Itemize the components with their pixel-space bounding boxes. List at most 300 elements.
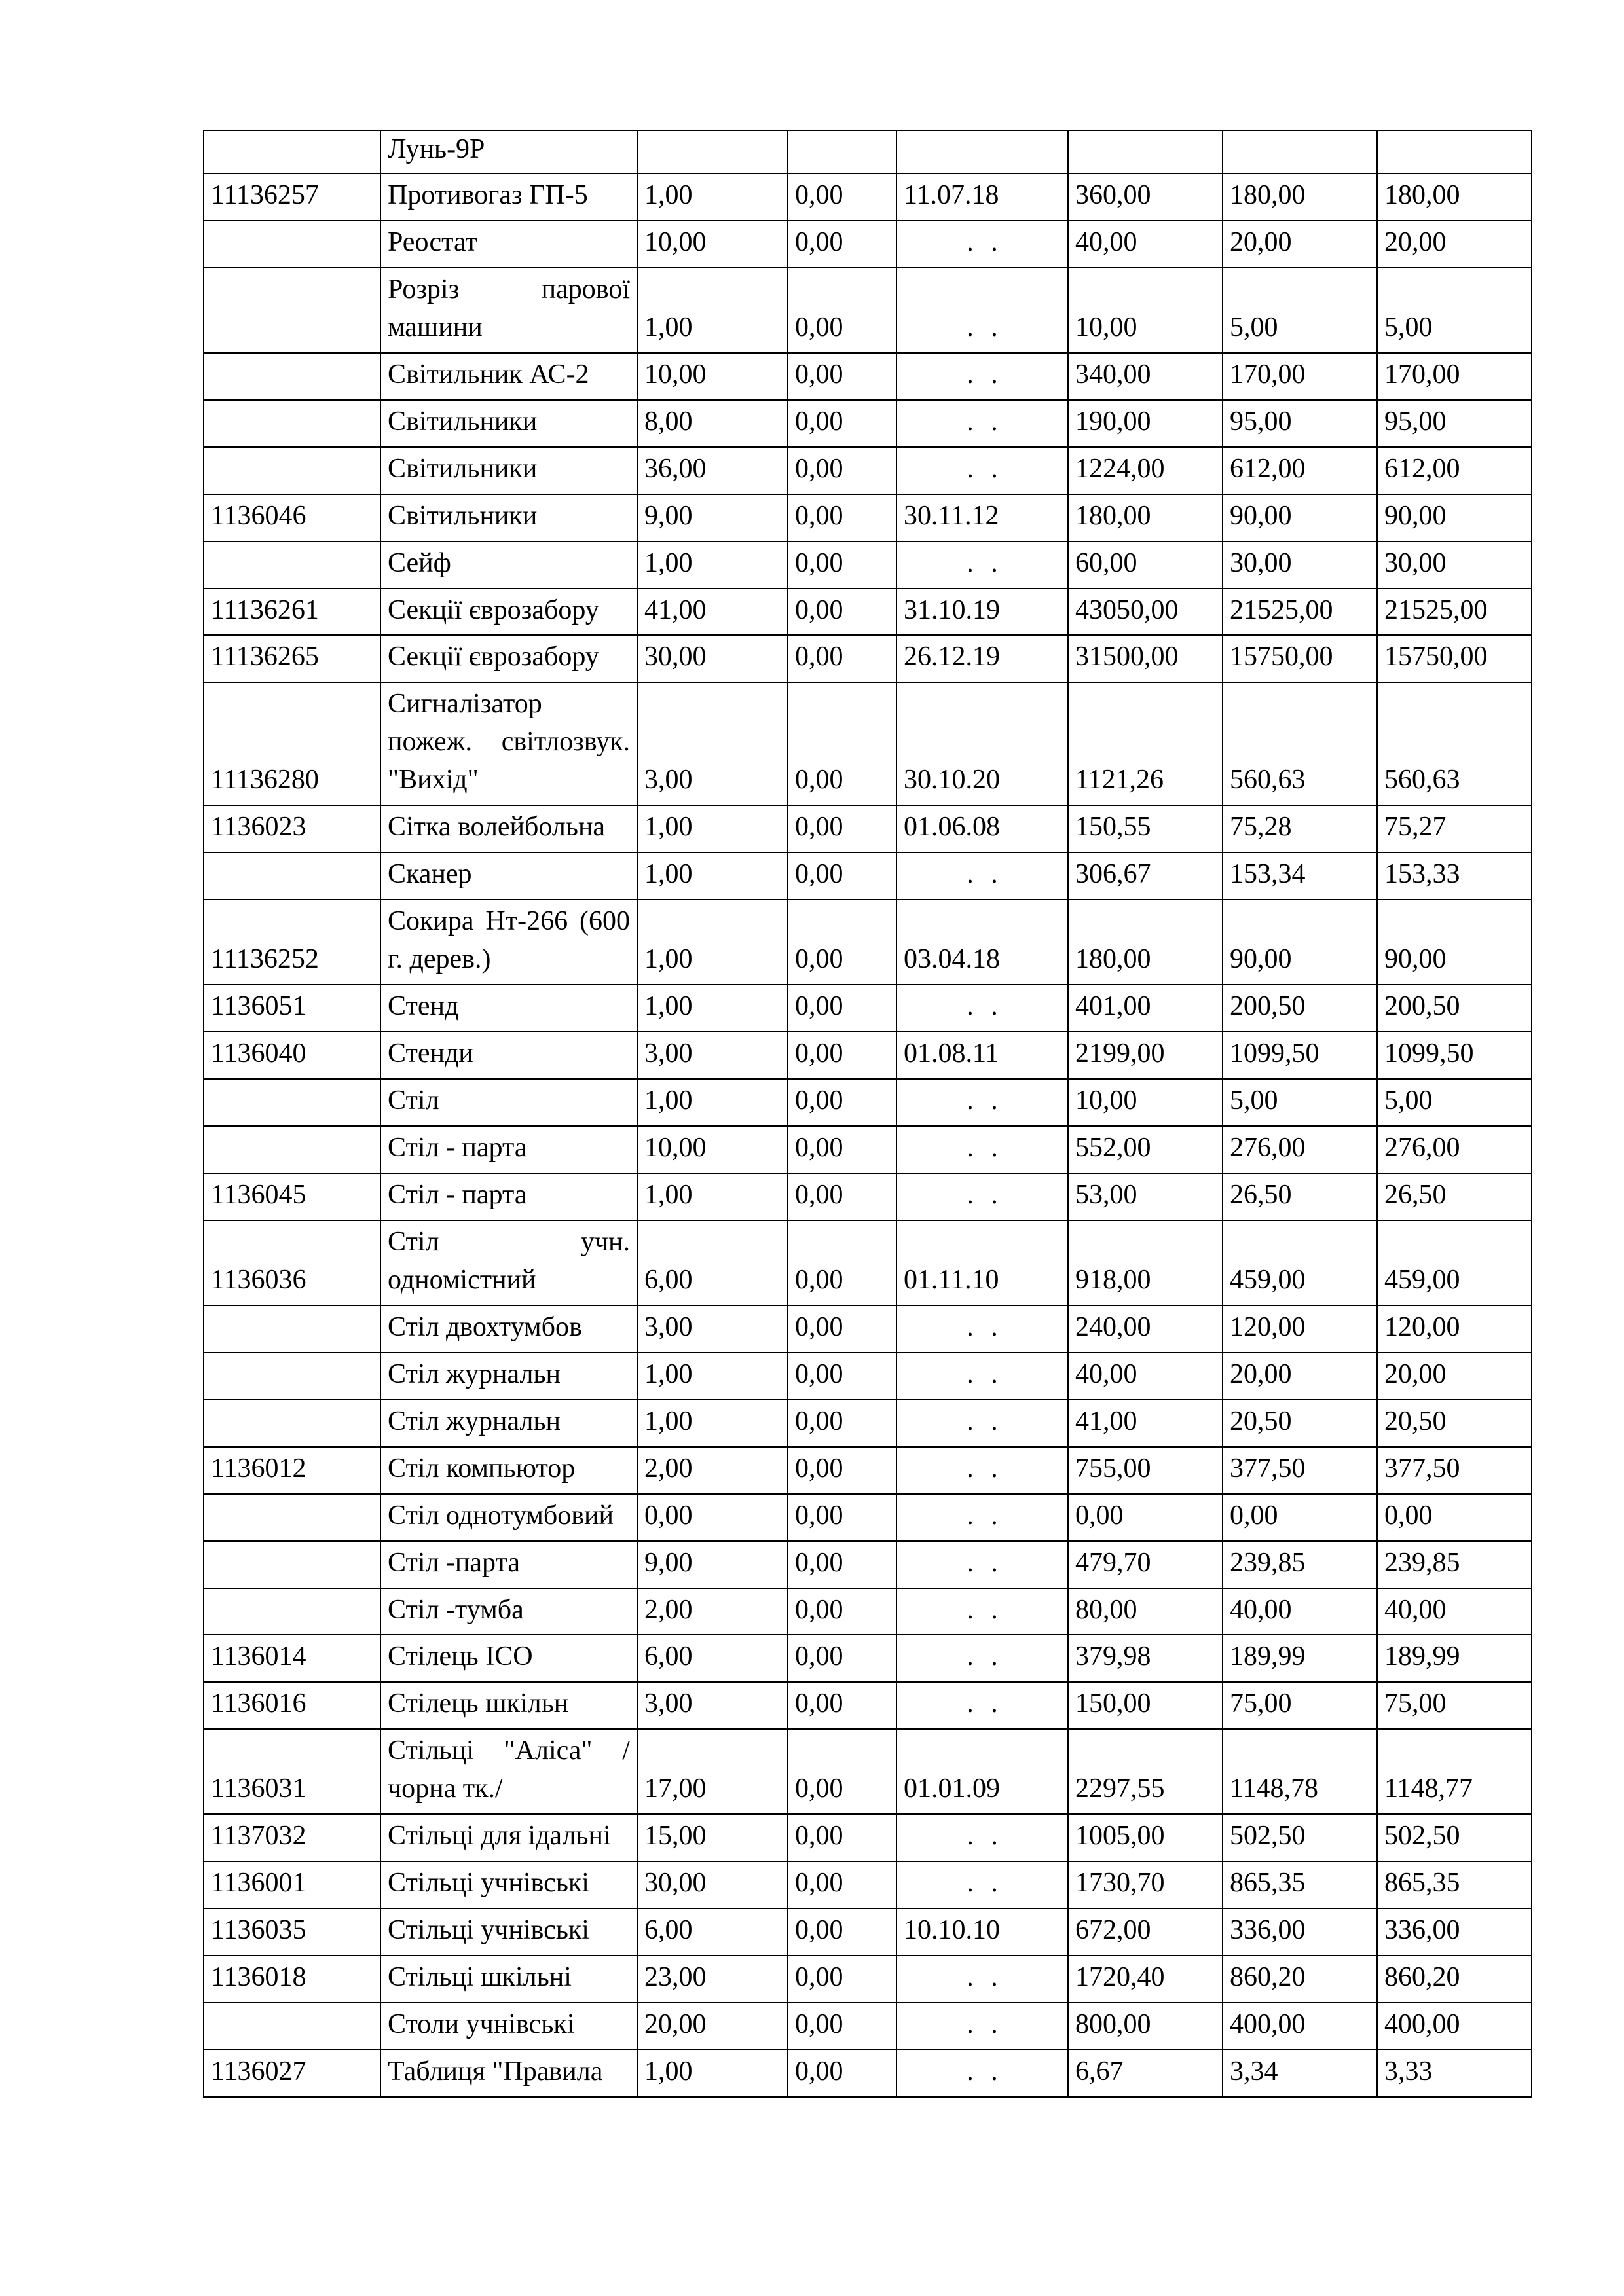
cell-acquisition-date: . . [896, 1956, 1068, 2003]
cell-wear-amount: 0,00 [788, 1305, 896, 1353]
cell-inventory-number: 1136031 [204, 1729, 380, 1814]
cell-total-value: 10,00 [1068, 268, 1223, 353]
cell-item-name: Секції єврозабору [380, 635, 637, 682]
cell-inventory-number [204, 541, 380, 589]
cell-total-value: 1720,40 [1068, 1956, 1223, 2003]
table-row [204, 852, 1532, 900]
cell-wear-amount: 0,00 [788, 541, 896, 589]
cell-inventory-number: 1136051 [204, 985, 380, 1032]
cell-residual-value-a: 239,85 [1223, 1541, 1377, 1588]
cell-quantity: 1,00 [637, 173, 788, 221]
cell-item-name: Столи учнівські [380, 2003, 637, 2050]
cell-inventory-number: 1136036 [204, 1220, 380, 1305]
cell-inventory-number [204, 130, 380, 173]
cell-item-name: Стільці "Аліса" / чорна тк./ [380, 1729, 637, 1814]
cell-residual-value-a: 336,00 [1223, 1908, 1377, 1956]
cell-acquisition-date: . . [896, 1861, 1068, 1908]
cell-residual-value-a: 20,50 [1223, 1400, 1377, 1447]
table-row [204, 1032, 1532, 1079]
cell-wear-amount: 0,00 [788, 682, 896, 805]
cell-wear-amount: 0,00 [788, 1220, 896, 1305]
table-row [204, 2003, 1532, 2050]
cell-residual-value-b: 120,00 [1377, 1305, 1532, 1353]
cell-item-name: Стільці шкільні [380, 1956, 637, 2003]
cell-item-name: Стенд [380, 985, 637, 1032]
cell-acquisition-date: . . [896, 852, 1068, 900]
cell-residual-value-a: 90,00 [1223, 900, 1377, 985]
table-row [204, 1447, 1532, 1494]
cell-acquisition-date [896, 130, 1068, 173]
cell-quantity: 1,00 [637, 805, 788, 852]
cell-residual-value-b: 377,50 [1377, 1447, 1532, 1494]
cell-residual-value-b: 20,00 [1377, 1353, 1532, 1400]
cell-quantity: 41,00 [637, 589, 788, 636]
cell-wear-amount: 0,00 [788, 173, 896, 221]
cell-quantity: 1,00 [637, 852, 788, 900]
cell-quantity: 6,00 [637, 1908, 788, 1956]
table-row [204, 1729, 1532, 1814]
cell-quantity: 1,00 [637, 985, 788, 1032]
cell-residual-value-b: 20,50 [1377, 1400, 1532, 1447]
cell-total-value: 0,00 [1068, 1494, 1223, 1541]
cell-total-value: 1730,70 [1068, 1861, 1223, 1908]
cell-total-value: 40,00 [1068, 1353, 1223, 1400]
cell-quantity: 10,00 [637, 221, 788, 268]
cell-total-value: 10,00 [1068, 1079, 1223, 1126]
cell-item-name: Стіл двохтумбов [380, 1305, 637, 1353]
cell-quantity: 23,00 [637, 1956, 788, 2003]
cell-quantity: 8,00 [637, 400, 788, 447]
cell-inventory-number: 11136280 [204, 682, 380, 805]
cell-acquisition-date: . . [896, 447, 1068, 494]
cell-inventory-number: 1136018 [204, 1956, 380, 2003]
cell-item-name: Світильники [380, 494, 637, 541]
cell-residual-value-b: 400,00 [1377, 2003, 1532, 2050]
cell-acquisition-date: 01.08.11 [896, 1032, 1068, 1079]
cell-residual-value-a: 612,00 [1223, 447, 1377, 494]
cell-residual-value-b: 3,33 [1377, 2050, 1532, 2097]
cell-total-value: 360,00 [1068, 173, 1223, 221]
cell-item-name: Стіл журнальн [380, 1400, 637, 1447]
cell-residual-value-b: 239,85 [1377, 1541, 1532, 1588]
cell-residual-value-a: 276,00 [1223, 1126, 1377, 1173]
cell-residual-value-a: 189,99 [1223, 1635, 1377, 1682]
cell-quantity: 3,00 [637, 1305, 788, 1353]
cell-acquisition-date: 01.01.09 [896, 1729, 1068, 1814]
cell-acquisition-date: 11.07.18 [896, 173, 1068, 221]
cell-acquisition-date: . . [896, 1447, 1068, 1494]
cell-total-value: 800,00 [1068, 2003, 1223, 2050]
cell-inventory-number: 11136261 [204, 589, 380, 636]
cell-wear-amount: 0,00 [788, 805, 896, 852]
cell-residual-value-b: 15750,00 [1377, 635, 1532, 682]
cell-quantity: 1,00 [637, 1079, 788, 1126]
cell-wear-amount: 0,00 [788, 400, 896, 447]
cell-residual-value-a: 170,00 [1223, 353, 1377, 400]
cell-residual-value-b: 90,00 [1377, 900, 1532, 985]
inventory-table [203, 130, 1532, 2098]
cell-residual-value-b: 865,35 [1377, 1861, 1532, 1908]
cell-acquisition-date: . . [896, 1173, 1068, 1220]
cell-residual-value-a: 153,34 [1223, 852, 1377, 900]
cell-inventory-number [204, 1588, 380, 1635]
cell-total-value: 1005,00 [1068, 1814, 1223, 1861]
cell-inventory-number [204, 1541, 380, 1588]
cell-acquisition-date: . . [896, 1635, 1068, 1682]
cell-acquisition-date: . . [896, 268, 1068, 353]
cell-inventory-number [204, 852, 380, 900]
cell-wear-amount: 0,00 [788, 1079, 896, 1126]
cell-quantity: 1,00 [637, 900, 788, 985]
cell-item-name: Стілець ІСО [380, 1635, 637, 1682]
cell-residual-value-a: 75,00 [1223, 1682, 1377, 1729]
cell-residual-value-a: 40,00 [1223, 1588, 1377, 1635]
cell-residual-value-a: 20,00 [1223, 221, 1377, 268]
table-row [204, 2050, 1532, 2097]
cell-quantity: 15,00 [637, 1814, 788, 1861]
cell-wear-amount: 0,00 [788, 494, 896, 541]
cell-inventory-number [204, 400, 380, 447]
cell-residual-value-b: 153,33 [1377, 852, 1532, 900]
cell-inventory-number [204, 1305, 380, 1353]
cell-residual-value-b: 336,00 [1377, 1908, 1532, 1956]
cell-item-name: Стіл [380, 1079, 637, 1126]
cell-residual-value-a: 75,28 [1223, 805, 1377, 852]
cell-inventory-number: 1136045 [204, 1173, 380, 1220]
cell-quantity: 6,00 [637, 1220, 788, 1305]
cell-acquisition-date: 03.04.18 [896, 900, 1068, 985]
cell-inventory-number: 1136040 [204, 1032, 380, 1079]
cell-residual-value-b [1377, 130, 1532, 173]
cell-residual-value-a: 865,35 [1223, 1861, 1377, 1908]
cell-inventory-number: 1136016 [204, 1682, 380, 1729]
cell-residual-value-a: 200,50 [1223, 985, 1377, 1032]
cell-item-name: Лунь-9Р [380, 130, 637, 173]
cell-acquisition-date: . . [896, 1353, 1068, 1400]
cell-acquisition-date: . . [896, 2050, 1068, 2097]
cell-residual-value-b: 860,20 [1377, 1956, 1532, 2003]
cell-quantity: 10,00 [637, 353, 788, 400]
table-row [204, 1956, 1532, 2003]
cell-item-name: Стільці учнівські [380, 1861, 637, 1908]
cell-residual-value-b: 95,00 [1377, 400, 1532, 447]
cell-wear-amount: 0,00 [788, 1173, 896, 1220]
cell-total-value [1068, 130, 1223, 173]
inventory-table-body [204, 130, 1532, 2097]
cell-inventory-number [204, 1494, 380, 1541]
cell-wear-amount: 0,00 [788, 589, 896, 636]
cell-item-name: Сигналізатор пожеж. світлозвук. "Вихід" [380, 682, 637, 805]
table-row [204, 1400, 1532, 1447]
cell-residual-value-b: 560,63 [1377, 682, 1532, 805]
cell-quantity: 1,00 [637, 1173, 788, 1220]
table-row [204, 635, 1532, 682]
cell-wear-amount: 0,00 [788, 1541, 896, 1588]
cell-residual-value-b: 5,00 [1377, 268, 1532, 353]
cell-total-value: 150,55 [1068, 805, 1223, 852]
cell-inventory-number: 1136001 [204, 1861, 380, 1908]
cell-total-value: 1224,00 [1068, 447, 1223, 494]
cell-residual-value-b: 502,50 [1377, 1814, 1532, 1861]
cell-wear-amount: 0,00 [788, 1032, 896, 1079]
cell-residual-value-b: 21525,00 [1377, 589, 1532, 636]
cell-acquisition-date: . . [896, 1814, 1068, 1861]
cell-quantity: 30,00 [637, 635, 788, 682]
cell-item-name: Стіл - парта [380, 1126, 637, 1173]
cell-total-value: 918,00 [1068, 1220, 1223, 1305]
table-row [204, 173, 1532, 221]
cell-residual-value-a: 5,00 [1223, 268, 1377, 353]
cell-item-name: Світильник АС-2 [380, 353, 637, 400]
table-row [204, 1353, 1532, 1400]
cell-item-name: Світильники [380, 447, 637, 494]
cell-residual-value-b: 459,00 [1377, 1220, 1532, 1305]
cell-acquisition-date: . . [896, 985, 1068, 1032]
table-row [204, 1494, 1532, 1541]
table-row [204, 1861, 1532, 1908]
cell-residual-value-b: 75,00 [1377, 1682, 1532, 1729]
cell-acquisition-date: 30.10.20 [896, 682, 1068, 805]
cell-residual-value-b: 180,00 [1377, 173, 1532, 221]
cell-total-value: 6,67 [1068, 2050, 1223, 2097]
table-row [204, 221, 1532, 268]
cell-inventory-number: 1136046 [204, 494, 380, 541]
cell-residual-value-a: 3,34 [1223, 2050, 1377, 2097]
cell-residual-value-a: 0,00 [1223, 1494, 1377, 1541]
cell-item-name: Розріз парової машини [380, 268, 637, 353]
cell-acquisition-date: . . [896, 221, 1068, 268]
cell-quantity: 1,00 [637, 268, 788, 353]
cell-wear-amount [788, 130, 896, 173]
cell-acquisition-date: . . [896, 1541, 1068, 1588]
cell-quantity: 2,00 [637, 1588, 788, 1635]
cell-acquisition-date: . . [896, 1682, 1068, 1729]
cell-wear-amount: 0,00 [788, 985, 896, 1032]
cell-quantity: 0,00 [637, 1494, 788, 1541]
cell-residual-value-a: 21525,00 [1223, 589, 1377, 636]
cell-total-value: 60,00 [1068, 541, 1223, 589]
cell-inventory-number: 11136257 [204, 173, 380, 221]
cell-acquisition-date: . . [896, 2003, 1068, 2050]
cell-wear-amount: 0,00 [788, 447, 896, 494]
cell-residual-value-a: 15750,00 [1223, 635, 1377, 682]
cell-wear-amount: 0,00 [788, 1956, 896, 2003]
cell-total-value: 479,70 [1068, 1541, 1223, 1588]
table-row [204, 1588, 1532, 1635]
cell-residual-value-b: 26,50 [1377, 1173, 1532, 1220]
cell-total-value: 379,98 [1068, 1635, 1223, 1682]
cell-item-name: Стіл журнальн [380, 1353, 637, 1400]
cell-residual-value-b: 170,00 [1377, 353, 1532, 400]
cell-quantity: 9,00 [637, 1541, 788, 1588]
cell-inventory-number: 1136023 [204, 805, 380, 852]
cell-wear-amount: 0,00 [788, 2003, 896, 2050]
table-row [204, 589, 1532, 636]
cell-quantity: 36,00 [637, 447, 788, 494]
cell-wear-amount: 0,00 [788, 1814, 896, 1861]
cell-inventory-number [204, 1079, 380, 1126]
cell-item-name: Стільці для ідальні [380, 1814, 637, 1861]
cell-acquisition-date: . . [896, 541, 1068, 589]
cell-residual-value-a: 459,00 [1223, 1220, 1377, 1305]
cell-residual-value-a: 95,00 [1223, 400, 1377, 447]
cell-residual-value-a: 1099,50 [1223, 1032, 1377, 1079]
cell-quantity: 1,00 [637, 541, 788, 589]
cell-residual-value-a: 5,00 [1223, 1079, 1377, 1126]
table-row [204, 1635, 1532, 1682]
table-row [204, 1908, 1532, 1956]
table-row [204, 682, 1532, 805]
cell-residual-value-b: 90,00 [1377, 494, 1532, 541]
cell-residual-value-b: 0,00 [1377, 1494, 1532, 1541]
cell-inventory-number [204, 447, 380, 494]
cell-residual-value-a: 400,00 [1223, 2003, 1377, 2050]
cell-wear-amount: 0,00 [788, 1729, 896, 1814]
cell-quantity: 2,00 [637, 1447, 788, 1494]
cell-residual-value-a: 120,00 [1223, 1305, 1377, 1353]
cell-residual-value-b: 20,00 [1377, 221, 1532, 268]
cell-residual-value-b: 40,00 [1377, 1588, 1532, 1635]
cell-residual-value-b: 30,00 [1377, 541, 1532, 589]
cell-wear-amount: 0,00 [788, 1908, 896, 1956]
cell-wear-amount: 0,00 [788, 1494, 896, 1541]
cell-wear-amount: 0,00 [788, 1353, 896, 1400]
cell-quantity: 9,00 [637, 494, 788, 541]
table-row [204, 353, 1532, 400]
cell-wear-amount: 0,00 [788, 2050, 896, 2097]
cell-acquisition-date: 01.11.10 [896, 1220, 1068, 1305]
cell-inventory-number: 11136265 [204, 635, 380, 682]
cell-acquisition-date: 26.12.19 [896, 635, 1068, 682]
table-row [204, 494, 1532, 541]
cell-inventory-number [204, 353, 380, 400]
cell-quantity: 1,00 [637, 1400, 788, 1447]
table-row [204, 447, 1532, 494]
cell-inventory-number: 1136027 [204, 2050, 380, 2097]
cell-wear-amount: 0,00 [788, 1682, 896, 1729]
cell-item-name: Сейф [380, 541, 637, 589]
cell-residual-value-a: 860,20 [1223, 1956, 1377, 2003]
table-row [204, 130, 1532, 173]
cell-acquisition-date: . . [896, 1126, 1068, 1173]
cell-total-value: 41,00 [1068, 1400, 1223, 1447]
cell-wear-amount: 0,00 [788, 353, 896, 400]
cell-residual-value-a: 30,00 [1223, 541, 1377, 589]
cell-residual-value-a: 90,00 [1223, 494, 1377, 541]
table-row [204, 1173, 1532, 1220]
inventory-table-container [203, 130, 1532, 2098]
table-row [204, 1541, 1532, 1588]
cell-acquisition-date: . . [896, 1305, 1068, 1353]
cell-acquisition-date: . . [896, 353, 1068, 400]
cell-residual-value-a: 377,50 [1223, 1447, 1377, 1494]
cell-item-name: Стіл -парта [380, 1541, 637, 1588]
cell-total-value: 150,00 [1068, 1682, 1223, 1729]
table-row [204, 1126, 1532, 1173]
cell-total-value: 190,00 [1068, 400, 1223, 447]
cell-residual-value-b: 200,50 [1377, 985, 1532, 1032]
cell-quantity: 10,00 [637, 1126, 788, 1173]
cell-total-value: 240,00 [1068, 1305, 1223, 1353]
cell-wear-amount: 0,00 [788, 852, 896, 900]
table-row [204, 900, 1532, 985]
cell-item-name: Стіл -тумба [380, 1588, 637, 1635]
cell-quantity: 20,00 [637, 2003, 788, 2050]
cell-residual-value-b: 276,00 [1377, 1126, 1532, 1173]
cell-wear-amount: 0,00 [788, 635, 896, 682]
cell-wear-amount: 0,00 [788, 221, 896, 268]
cell-quantity: 6,00 [637, 1635, 788, 1682]
table-row [204, 805, 1532, 852]
cell-quantity: 3,00 [637, 1682, 788, 1729]
cell-residual-value-b: 189,99 [1377, 1635, 1532, 1682]
cell-total-value: 340,00 [1068, 353, 1223, 400]
cell-residual-value-a: 1148,78 [1223, 1729, 1377, 1814]
cell-wear-amount: 0,00 [788, 1126, 896, 1173]
cell-residual-value-a [1223, 130, 1377, 173]
cell-wear-amount: 0,00 [788, 1588, 896, 1635]
cell-total-value: 180,00 [1068, 494, 1223, 541]
cell-acquisition-date: . . [896, 1494, 1068, 1541]
cell-inventory-number [204, 2003, 380, 2050]
cell-wear-amount: 0,00 [788, 1635, 896, 1682]
cell-item-name: Сканер [380, 852, 637, 900]
cell-inventory-number [204, 1126, 380, 1173]
cell-inventory-number [204, 268, 380, 353]
cell-item-name: Стіл - парта [380, 1173, 637, 1220]
cell-inventory-number [204, 1400, 380, 1447]
cell-quantity: 3,00 [637, 682, 788, 805]
cell-inventory-number [204, 221, 380, 268]
cell-total-value: 53,00 [1068, 1173, 1223, 1220]
table-row [204, 1682, 1532, 1729]
cell-acquisition-date: . . [896, 1079, 1068, 1126]
cell-total-value: 306,67 [1068, 852, 1223, 900]
cell-item-name: Противогаз ГП-5 [380, 173, 637, 221]
cell-wear-amount: 0,00 [788, 900, 896, 985]
cell-total-value: 2199,00 [1068, 1032, 1223, 1079]
table-row [204, 985, 1532, 1032]
cell-quantity: 1,00 [637, 2050, 788, 2097]
cell-item-name: Стіл учн. одномістний [380, 1220, 637, 1305]
cell-total-value: 40,00 [1068, 221, 1223, 268]
cell-quantity [637, 130, 788, 173]
cell-residual-value-b: 612,00 [1377, 447, 1532, 494]
cell-inventory-number: 1137032 [204, 1814, 380, 1861]
cell-item-name: Таблиця "Правила [380, 2050, 637, 2097]
cell-residual-value-a: 502,50 [1223, 1814, 1377, 1861]
cell-total-value: 552,00 [1068, 1126, 1223, 1173]
cell-residual-value-b: 75,27 [1377, 805, 1532, 852]
cell-wear-amount: 0,00 [788, 268, 896, 353]
table-row [204, 541, 1532, 589]
cell-inventory-number: 1136035 [204, 1908, 380, 1956]
cell-item-name: Сітка волейбольна [380, 805, 637, 852]
cell-residual-value-a: 180,00 [1223, 173, 1377, 221]
cell-total-value: 43050,00 [1068, 589, 1223, 636]
table-row [204, 1305, 1532, 1353]
cell-residual-value-a: 560,63 [1223, 682, 1377, 805]
cell-acquisition-date: . . [896, 1400, 1068, 1447]
cell-quantity: 17,00 [637, 1729, 788, 1814]
cell-inventory-number: 11136252 [204, 900, 380, 985]
cell-residual-value-b: 5,00 [1377, 1079, 1532, 1126]
cell-quantity: 3,00 [637, 1032, 788, 1079]
cell-total-value: 2297,55 [1068, 1729, 1223, 1814]
cell-acquisition-date: 10.10.10 [896, 1908, 1068, 1956]
cell-item-name: Стілець шкільн [380, 1682, 637, 1729]
cell-total-value: 755,00 [1068, 1447, 1223, 1494]
